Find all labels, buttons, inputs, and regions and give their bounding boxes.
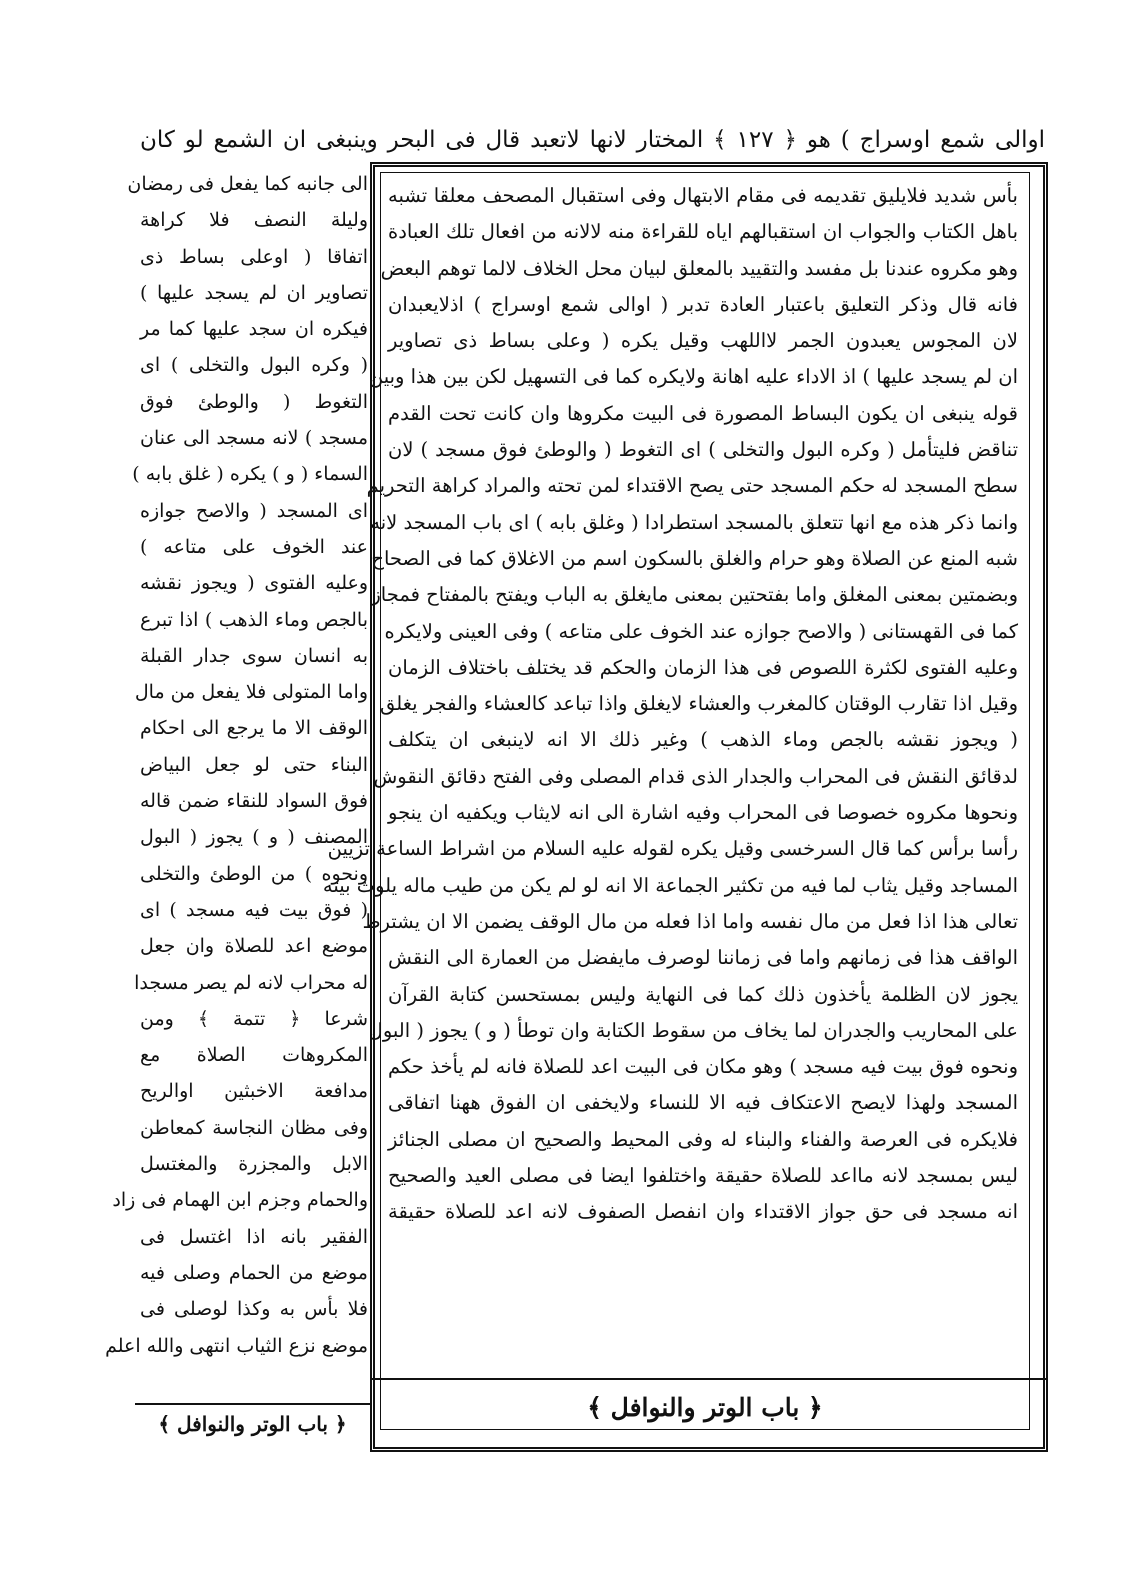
side-text-line: تصاوير ان لم يسجد عليها ) xyxy=(140,281,368,304)
side-text-line: فلا بأس به وكذا لوصلى فى xyxy=(140,1298,368,1321)
side-text-line: فوق السواد للنقاء ضمن قاله xyxy=(140,790,368,813)
main-text-line: سطح المسجد له حكم المسجد حتى يصح الاقتداء لمن تحته والمراد كراهة التحريم xyxy=(366,474,1018,498)
main-text-line: لدقائق النقش فى المحراب والجدار الذى قدام المصلى وفى الفتح دقائق النقوش xyxy=(373,764,1018,788)
side-text-line: موضع اعد للصلاة وان جعل xyxy=(140,935,368,958)
side-divider xyxy=(135,1403,370,1405)
main-text-line: المساجد وقيل يثاب لما فيه من تكثير الجماعة الا انه لو لم يكن من طيب ماله يلوث بيته xyxy=(322,873,1018,897)
main-divider xyxy=(372,1378,1046,1380)
side-text-line: السماء ( و ) يكره ( غلق بابه ) xyxy=(132,463,368,486)
main-text-line: كما فى القهستانى ( والاصح جوازه عند الخوف على متاعه ) وفى العينى ولايكره xyxy=(384,619,1018,643)
side-text-line: المصنف ( و ) يجوز ( البول xyxy=(140,826,368,849)
side-text-line: له محراب لانه لم يصر مسجدا xyxy=(134,971,368,994)
main-text-line: ونحوه فوق بيت فيه مسجد ) وهو مكان فى البيت اعد للصلاة فانه لم يأخذ حكم xyxy=(388,1055,1018,1079)
main-text-line: ليس بمسجد لانه مااعد للصلاة حقيقة واختلفوا ايضا فى مصلى العيد والصحيح xyxy=(388,1164,1018,1188)
side-text-line: واما المتولى فلا يفعل من مال xyxy=(134,681,368,704)
side-text-line: اتفاقا ( اوعلى بساط ذى xyxy=(140,245,368,268)
side-text-line: مدافعة الاخبثين اوالريح xyxy=(140,1080,368,1103)
main-text-line: باهل الكتاب والجواب ان استقبالهم اياه للقراءة منه لالانه من افعال تلك العبادة xyxy=(388,220,1018,244)
main-text-line: الواقف هذا فى زمانهم واما فى زماننا لوصرف مايفضل من العمارة الى النقش xyxy=(388,946,1018,970)
main-text-line: تعالى هذا اذا فعل من مال نفسه واما اذا فعله من مال الوقف يضمن الا ان يشترط xyxy=(362,909,1018,933)
main-text-line: ونحوها مكروه خصوصا فى المحراب وفيه اشارة الى انه لايثاب ويكفيه ان ينجو xyxy=(388,801,1018,825)
side-text-line: والحمام وجزم ابن الهمام فى زاد xyxy=(112,1189,368,1212)
main-text-line: وقيل اذا تقارب الوقتان كالمغرب والعشاء لايغلق واذا تباعد كالعشاء والفجر يغلق xyxy=(379,692,1018,716)
main-text-line: فانه قال وذكر التعليق باعتبار العادة تدبر ( اوالى شمع اوسراج ) اذلايعبدان xyxy=(388,292,1018,316)
side-text-line: فيكره ان سجد عليها كما مر xyxy=(140,318,368,341)
main-text-line: ان لم يسجد عليها ) اذ الاداء عليه اهانة ولايكره كما فى التسهيل لكن بين هذا وبين xyxy=(368,365,1018,389)
side-text-line: المكروهات الصلاة مع xyxy=(140,1044,368,1067)
main-text-line: وعليه الفتوى لكثرة اللصوص فى هذا الزمان والحكم قد يختلف باختلاف الزمان xyxy=(388,655,1018,679)
side-text-line: البناء حتى لو جعل البياض xyxy=(140,753,368,776)
main-text-line: تناقض فليتأمل ( وكره البول والتخلى ) اى التغوط ( والوطئ فوق مسجد ) لان xyxy=(388,438,1018,462)
side-text-line: بالجص وماء الذهب ) اذا تبرع xyxy=(140,608,368,631)
side-text-line: موضع من الحمام وصلى فيه xyxy=(140,1261,368,1284)
main-text-line: قوله ينبغى ان يكون البساط المصورة فى البيت مكروها وان كانت تحت القدم xyxy=(388,401,1018,425)
main-text-line: وانما ذكر هذه مع انها تتعلق بالمسجد استطرادا ( وغلق بابه ) اى باب المسجد لانه xyxy=(370,510,1018,534)
side-text-line: وعليه الفتوى ( ويجوز نقشه xyxy=(140,572,368,595)
main-text-line: انه مسجد فى حق جواز الاقتداء وان انفصل الصفوف لانه اعد للصلاة حقيقة xyxy=(388,1200,1018,1224)
main-text-column xyxy=(322,178,1018,1378)
side-chapter-heading: ﴿ باب الوتر والنوافل ﴾ xyxy=(158,1412,347,1436)
side-text-line: به انسان سوى جدار القبلة xyxy=(140,644,368,667)
main-text-line: بأس شديد فلايليق تقديمه فى مقام الابتهال وفى استقبال المصحف معلقا تشبه xyxy=(388,184,1018,207)
side-text-line: الفقير بانه اذا اغتسل فى xyxy=(140,1225,368,1248)
main-text-line: وبضمتين بمعنى المغلق واما بفتحتين بمعنى مايغلق به الباب ويفتح بالمفتاح فمجاز xyxy=(371,583,1018,607)
side-text-line: مسجد ) لانه مسجد الى عنان xyxy=(140,427,368,450)
main-text-line: لان المجوس يعبدون الجمر لااللهب وقيل يكره ( وعلى بساط ذى تصاوير xyxy=(388,329,1018,353)
main-text-line: فلايكره فى العرصة والفناء والبناء له وفى المحيط والصحيح ان مصلى الجنائز xyxy=(388,1127,1018,1151)
side-text-line: شرعا ﴿ تتمة ﴾ ومن xyxy=(140,1007,368,1030)
side-text-line: اى المسجد ( والاصح جوازه xyxy=(140,499,368,522)
main-text-line: يجوز لان الظلمة يأخذون ذلك كما فى النهاية وليس بمستحسن كتابة القرآن xyxy=(388,982,1018,1006)
side-text-line: الابل والمجزرة والمغتسل xyxy=(140,1153,368,1176)
side-text-line: ونحوه ) من الوطئ والتخلى xyxy=(140,862,368,885)
main-text-line: رأسا برأس كما قال السرخسى وقيل يكره لقوله عليه السلام من اشراط الساعة تزيين xyxy=(327,837,1018,861)
side-text-line: التغوط ( والوطئ فوق xyxy=(140,390,368,413)
main-text-line: شبه المنع عن الصلاة وهو حرام والغلق بالسكون اسم من الاغلاق كما فى الصحاح xyxy=(371,546,1018,570)
side-text-line: ( فوق بيت فيه مسجد ) اى xyxy=(140,898,368,921)
side-text-line: الى جانبه كما يفعل فى رمضان xyxy=(127,173,368,195)
main-text-line: وهو مكروه عندنا بل مفسد والتقييد بالمعلق لبيان محل الخلاف لالما توهم البعض xyxy=(380,256,1018,280)
side-text-line: وليلة النصف فلا كراهة xyxy=(140,209,368,232)
main-text-line: المسجد ولهذا لايصح الاعتكاف فيه الا للنساء ولايخفى ان الفوق ههنا اتفاقى xyxy=(388,1091,1018,1115)
side-commentary-column xyxy=(105,166,368,1401)
main-chapter-heading: ﴿ باب الوتر والنوافل ﴾ xyxy=(587,1393,823,1422)
running-header: اوالى شمع اوسراج ) هو ﴿ ١٢٧ ﴾ المختار لانها لاتعبد قال فى البحر وينبغى ان الشمع لو كان xyxy=(140,127,1045,153)
side-text-line: ( وكره البول والتخلى ) اى xyxy=(140,354,368,377)
side-text-line: وفى مظان النجاسة كمعاطن xyxy=(140,1116,368,1139)
main-text-line: على المحاريب والجدران لما يخاف من سقوط الكتابة وان توطأ ( و ) يجوز ( البول xyxy=(368,1018,1018,1042)
side-text-line: عند الخوف على متاعه ) xyxy=(140,535,368,558)
side-text-line: الوقف الا ما يرجع الى احكام xyxy=(140,717,368,740)
side-text-line: موضع نزع الثياب انتهى والله اعلم xyxy=(105,1334,368,1357)
main-text-line: ( ويجوز نقشه بالجص وماء الذهب ) وغير ذلك الا انه لاينبغى ان يتكلف xyxy=(388,728,1018,752)
